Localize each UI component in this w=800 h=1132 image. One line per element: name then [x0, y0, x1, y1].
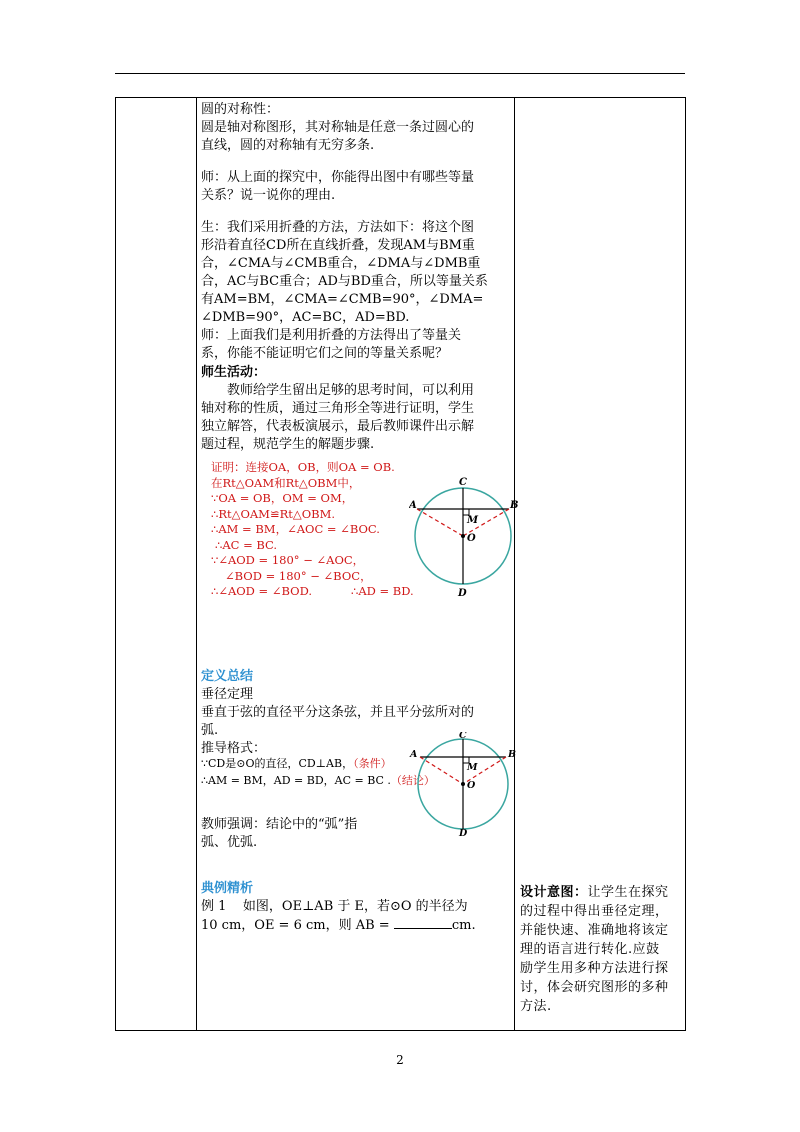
- circle-figure-2: [409, 732, 521, 836]
- label-c: C: [459, 732, 467, 741]
- student-answer-line: ∠DMB=90°，AC=BC，AD=BD.: [201, 310, 410, 325]
- example-title: 典例精析: [201, 881, 254, 896]
- design-line: 理的语言进行转化.应鼓: [520, 942, 660, 957]
- format-title: 推导格式：: [201, 741, 267, 756]
- proof-line: ∴AC = BC.: [215, 537, 278, 552]
- student-answer-line: 形沿着直径CD所在直线折叠，发现AM与BM重: [201, 238, 475, 253]
- design-line: 并能快速、准确地将该定: [520, 923, 669, 938]
- design-title: 设计意图：: [520, 885, 588, 900]
- header-rule: [115, 73, 685, 74]
- emphasis-line-1: 教师强调：结论中的“弧”指: [201, 817, 358, 832]
- label-o: O: [467, 533, 476, 544]
- proof-line: ∠BOD = 180° − ∠BOC，: [225, 568, 372, 583]
- format-conclusion-tag: （结论）: [390, 774, 435, 787]
- theorem-line-2: 弧.: [201, 723, 219, 738]
- example-question: 10 cm，OE = 6 cm，则 AB =: [201, 918, 394, 933]
- design-line: [520, 883, 680, 902]
- label-a: A: [410, 749, 418, 760]
- design-line: 的过程中得出垂径定理，: [520, 904, 669, 919]
- emphasis-line-2: 弧、优弧.: [201, 835, 258, 850]
- teacher-question-1-line-2: 关系？说一说你的理由.: [201, 188, 336, 203]
- answer-blank[interactable]: [394, 916, 452, 929]
- format-conclusion: ∴AM = BM，AD = BD，AC = BC .: [201, 774, 391, 787]
- center-point: [461, 534, 465, 538]
- example-unit: cm.: [451, 918, 476, 933]
- activity-line: 教师给学生留出足够的思考时间，可以利用: [227, 383, 475, 398]
- student-answer-line: 合，AC与BC重合；AD与BD重合，所以等量关系: [201, 274, 488, 289]
- center-point: [461, 782, 465, 786]
- column-divider-1: [196, 98, 197, 1030]
- definition-title: 定义总结: [201, 669, 254, 684]
- label-o: O: [467, 780, 476, 791]
- activity-line: 独立解答，代表板演展示，最后教师课件出示解: [201, 419, 475, 434]
- design-line: 励学生用多种方法进行探: [520, 961, 669, 976]
- proof-line-left: ∴∠AOD = ∠BOD.: [211, 584, 313, 598]
- teacher-question-2-line-2: 系，你能不能证明它们之间的等量关系呢？: [201, 346, 449, 361]
- proof-line: [211, 584, 414, 600]
- proof-line: ∴AM = BM，∠AOC = ∠BOC.: [211, 522, 380, 536]
- label-d: D: [458, 588, 467, 599]
- student-answer-line: 生：我们采用折叠的方法，方法如下：将这个图: [201, 220, 475, 235]
- label-b: B: [508, 749, 517, 760]
- activity-line: 题过程，规范学生的解题步骤.: [201, 437, 375, 452]
- label-b: B: [510, 500, 519, 511]
- proof-line-right: ∴AD = BD.: [351, 584, 414, 598]
- proof-line: 在Rt△OAM和Rt△OBM中，: [211, 475, 361, 490]
- label-c: C: [459, 477, 467, 488]
- lesson-table: [115, 97, 686, 1031]
- format-condition: ∵CD是⊙O的直径，CD⊥AB，: [201, 757, 354, 770]
- circle-figure-1: [409, 468, 521, 603]
- symmetry-line-1: 圆是轴对称图形，其对称轴是任意一条过圆心的: [201, 120, 475, 135]
- theorem-line-1: 垂直于弦的直径平分这条弦，并且平分弦所对的: [201, 705, 475, 720]
- proof-line: ∵OA = OB，OM = OM，: [211, 491, 354, 505]
- format-condition-tag: （条件）: [353, 757, 392, 770]
- design-text: 让学生在探究: [587, 885, 669, 900]
- design-intent: [520, 883, 680, 1016]
- label-d: D: [459, 828, 468, 836]
- label-m: M: [467, 762, 478, 773]
- teacher-question-2-line-1: 师：上面我们是利用折叠的方法得出了等量关: [201, 328, 462, 343]
- student-answer-line: 合，∠CMA与∠CMB重合，∠DMA与∠DMB重: [201, 256, 481, 271]
- radius-oa: [417, 509, 463, 536]
- design-line: 讨，体会研究图形的多种: [520, 980, 669, 995]
- example-line-1: 例 1 如图，OE⊥AB 于 E，若⊙O 的半径为: [201, 899, 468, 914]
- label-m: M: [467, 515, 479, 526]
- example-line-2: [201, 916, 513, 935]
- design-line: 方法.: [520, 999, 552, 1014]
- proof-line: 证明：连接OA，OB，则OA = OB.: [211, 460, 395, 474]
- proof-line: ∵∠AOD = 180° − ∠AOC，: [211, 553, 365, 567]
- label-a: A: [409, 500, 417, 511]
- proof-block: [211, 460, 414, 600]
- radius-oa: [420, 757, 463, 784]
- activity-title: 师生活动：: [201, 365, 267, 380]
- symmetry-title: 圆的对称性：: [201, 102, 280, 117]
- page-number: 2: [396, 1053, 404, 1067]
- proof-line: ∴Rt△OAM≌Rt△OBM.: [211, 506, 336, 521]
- symmetry-line-2: 直线，圆的对称轴有无穷多条.: [201, 138, 375, 153]
- theorem-name: 垂径定理: [201, 687, 254, 702]
- activity-line: 轴对称的性质，通过三角形全等进行证明，学生: [201, 401, 475, 416]
- teacher-question-1-line-1: 师：从上面的探究中，你能得出图中有哪些等量: [201, 170, 475, 185]
- student-answer-line: 有AM=BM，∠CMA=∠CMB=90°，∠DMA=: [201, 292, 484, 307]
